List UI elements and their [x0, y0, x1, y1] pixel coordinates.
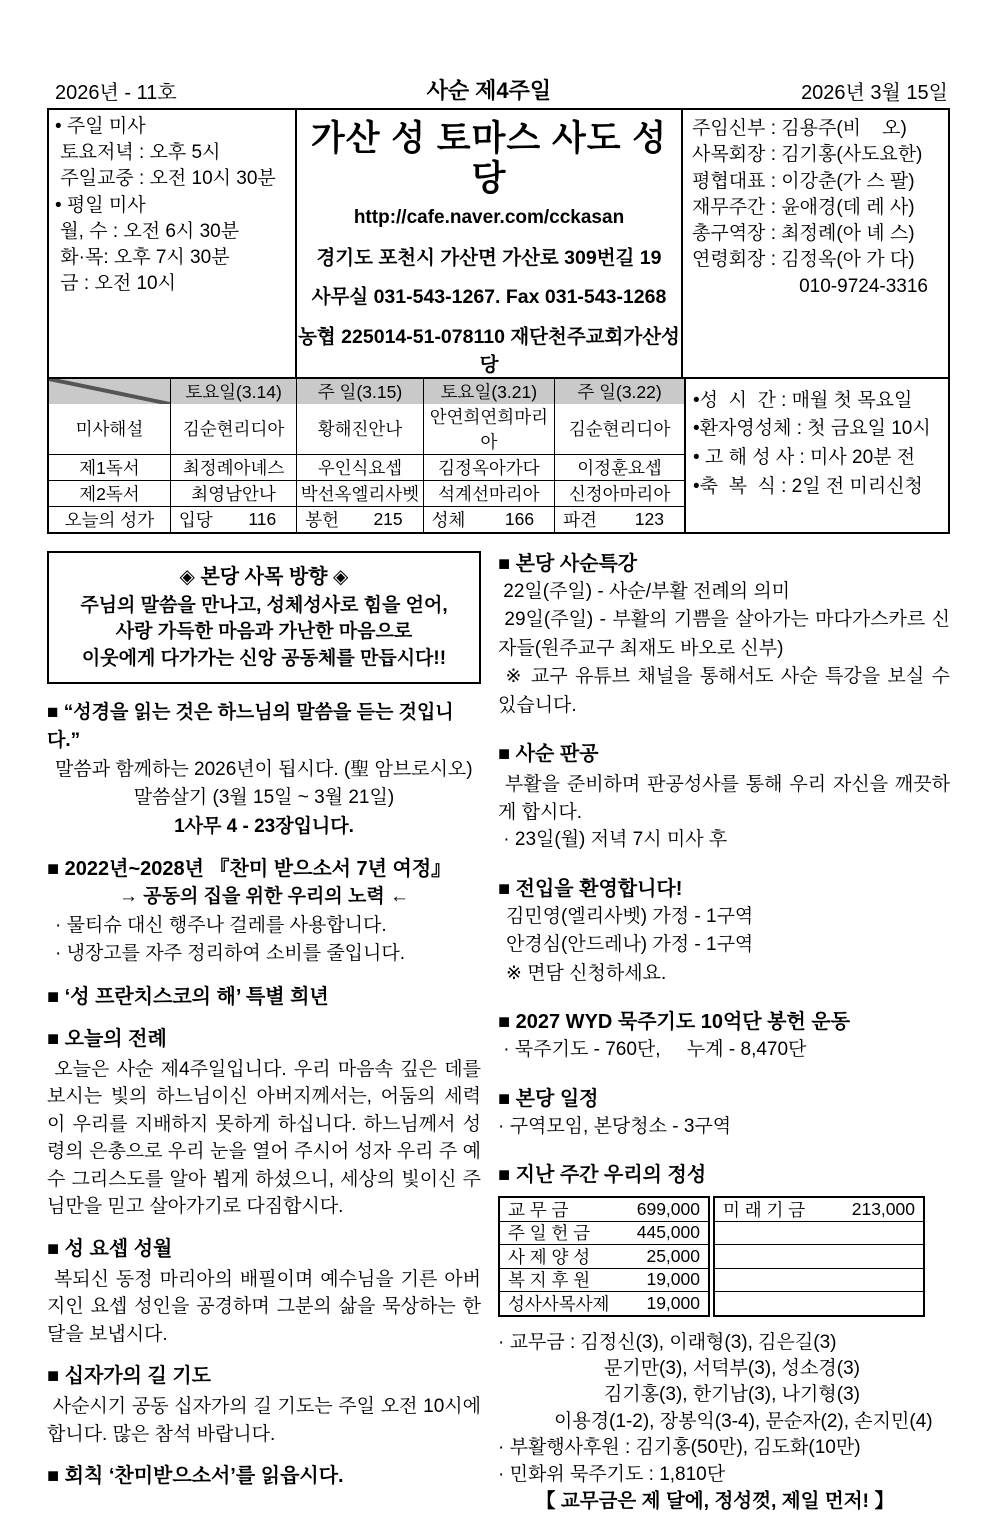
hymn-cell — [555, 506, 684, 532]
schedule-row-label: 미사해설 — [49, 404, 170, 455]
staff-line: 총구역장 : 최정례(아 녜 스) — [692, 221, 942, 247]
offering-amount: 19,000 — [646, 1293, 700, 1314]
offerings-side-table — [713, 1196, 925, 1317]
section-offerings — [498, 1162, 950, 1514]
section-heading: ■ 본당 사순특강 — [498, 551, 950, 578]
offering-amount: 213,000 — [852, 1199, 915, 1220]
section-scripture — [47, 699, 481, 842]
mass-times-line: 주일교중 : 오전 10시 30분 — [55, 166, 293, 192]
detail-line: · 교무금 : 김정신(3), 이래형(3), 김은길(3) — [498, 1330, 950, 1356]
detail-line: 이용경(1-2), 장봉익(3-4), 문순자(2), 손지민(4) — [498, 1409, 950, 1435]
offerings-main-table — [498, 1196, 710, 1317]
offering-amount: 699,000 — [637, 1199, 700, 1220]
schedule-cell: 우인식요셉 — [297, 454, 423, 480]
content-columns — [47, 551, 950, 1514]
offering-label: 미 래 기 금 — [723, 1197, 805, 1222]
offering-amount: 19,000 — [646, 1269, 700, 1290]
hymn-row-label: 오늘의 성가 — [49, 506, 170, 532]
offerings-footer: 【 교무금은 제 달에, 정성껏, 제일 먼저! 】 — [498, 1488, 950, 1514]
hymn-number: 123 — [635, 509, 664, 530]
schedule-col-header: 토요일(3.14) — [170, 379, 296, 404]
section-way-of-cross — [47, 1363, 481, 1448]
offering-label: 복 지 후 원 — [508, 1267, 590, 1292]
mass-times-line: • 평일 미사 — [55, 193, 293, 219]
table-row — [49, 454, 684, 480]
section-st-joseph — [47, 1236, 481, 1349]
masthead-bottom — [49, 377, 948, 532]
table-row — [500, 1291, 708, 1315]
table-row — [715, 1291, 923, 1315]
section-body: 사순시기 공동 십자가의 길 기도는 주일 오전 10시에 합니다. 많은 참석 바랍니다. — [47, 1393, 481, 1448]
list-item: · 묵주기도 - 760단, 누계 - 8,470단 — [498, 1036, 950, 1065]
motto-line: 사랑 가득한 마음과 가난한 마음으로 — [51, 619, 477, 646]
hymn-number: 116 — [248, 509, 276, 530]
section-heading: ■ 2022년~2028년 『찬미 받으소서 7년 여정』 — [47, 856, 481, 883]
section-line: 말씀과 함께하는 2026년이 됩시다. (聖 암브로시오) — [47, 756, 481, 785]
church-address: 경기도 포천시 가산면 가산로 309번길 19 — [297, 242, 681, 270]
section-note: ※ 교구 유튜브 채널을 통해서도 사순 특강을 보실 수 있습니다. — [498, 663, 950, 720]
section-body: 오늘은 사순 제4주일입니다. 우리 마음속 깊은 데를 보시는 빛의 하느님이신 아버지께서는, 어둠의 세력이 우리를 지배하지 못하게 하십니다. 하느님께서 성령의 은총으로 우리 눈을 열어 주시어 성자 우리 주 예수 그리스도를 알아 뵙게 하셨으니, 세상의 빛이신 주님만을 믿고 살아가기로 다짐합시다. — [47, 1056, 481, 1221]
staff-line: 사목회장 : 김기홍(사도요한) — [692, 142, 942, 168]
section-body: 복되신 동정 마리아의 배필이며 예수님을 기른 아버지인 요셉 성인을 공경하며 그분의 삶을 묵상하는 한 달을 보냅시다. — [47, 1266, 481, 1349]
schedule-cell: 황해진안나 — [297, 404, 423, 455]
section-heading: ■ ‘성 프란치스코의 해’ 특별 희년 — [47, 984, 481, 1011]
mass-times-line: 화·목: 오후 7시 30분 — [55, 245, 293, 271]
staff-phone: 010-9724-3316 — [692, 274, 942, 300]
section-laudato-si — [47, 856, 481, 969]
staff-line: 재무주간 : 윤애경(데 레 사) — [692, 195, 942, 221]
church-name: 가산 성 토마스 사도 성당 — [297, 119, 681, 200]
schedule-cell: 석계선마리아 — [423, 480, 554, 506]
list-item: · 23일(월) 저녁 7시 미사 후 — [498, 826, 950, 855]
section-parish-calendar — [498, 1086, 950, 1142]
section-lent-lecture — [498, 551, 950, 721]
mass-times-line: 월, 수 : 오전 6시 30분 — [55, 219, 293, 245]
table-row — [715, 1198, 923, 1221]
table-row — [715, 1221, 923, 1245]
motto-line: 이웃에게 다가가는 신앙 공동체를 만듭시다!! — [51, 646, 477, 673]
table-row — [49, 506, 684, 532]
section-heading: ■ 전입을 환영합니다! — [498, 876, 950, 903]
section-todays-liturgy — [47, 1026, 481, 1221]
hymn-part: 봉헌 — [305, 507, 339, 532]
table-row — [49, 404, 684, 455]
hymn-part: 성체 — [432, 507, 466, 532]
offerings-tables — [498, 1196, 950, 1317]
detail-line: · 민화위 묵주기도 : 1,810단 — [498, 1462, 950, 1488]
schedule-cell: 안연희연희마리아 — [423, 404, 554, 455]
schedule-col-header: 주 일(3.22) — [555, 379, 684, 404]
masthead-top — [49, 110, 948, 377]
church-bank-account: 농협 225014-51-078110 재단천주교회가산성당 — [297, 321, 681, 377]
schedule-cell: 김순현리디아 — [170, 404, 296, 455]
offering-amount: 25,000 — [646, 1246, 700, 1267]
section-heading: ■ 지난 주간 우리의 정성 — [498, 1162, 950, 1189]
left-column — [47, 551, 481, 1514]
list-item: 안경심(안드레나) 가정 - 1구역 — [498, 931, 950, 960]
section-heading: ■ 2027 WYD 묵주기도 10억단 봉헌 운동 — [498, 1009, 950, 1036]
schedule-cell: 박선옥엘리사벳 — [297, 480, 423, 506]
section-body: 부활을 준비하며 판공성사를 통해 우리 자신을 깨끗하게 합시다. — [498, 771, 950, 826]
pastoral-motto-box — [47, 551, 481, 684]
section-heading: ■ 본당 일정 — [498, 1086, 950, 1113]
offering-label: 주 일 헌 금 — [508, 1220, 590, 1245]
table-row — [500, 1221, 708, 1245]
section-lent-confession — [498, 741, 950, 855]
section-encyclical — [47, 1463, 481, 1490]
hymn-number: 166 — [505, 509, 534, 530]
detail-line: 문기만(3), 서덕부(3), 성소경(3) — [498, 1356, 950, 1382]
table-row — [715, 1268, 923, 1292]
page-title: 사순 제4주일 — [427, 74, 552, 105]
section-heading: ■ 성 요셉 성월 — [47, 1236, 481, 1263]
section-heading: ■ “성경을 읽는 것은 하느님의 말씀을 듣는 것입니다.” — [47, 699, 481, 756]
schedule-cell: 최영남안나 — [170, 480, 296, 506]
offering-label: 교 무 금 — [508, 1197, 568, 1222]
table-row — [500, 1268, 708, 1292]
ministers-schedule-cell — [49, 379, 686, 532]
masthead — [47, 108, 950, 534]
section-line: 1사무 4 - 23장입니다. — [47, 813, 481, 842]
schedule-cell: 김순현리디아 — [555, 404, 684, 455]
section-francis-year — [47, 984, 481, 1011]
church-phone-fax: 사무실 031-543-1267. Fax 031-543-1268 — [297, 281, 681, 309]
hymn-number: 215 — [373, 509, 402, 530]
ministers-schedule-table — [49, 379, 684, 532]
table-row — [49, 480, 684, 506]
motto-line: 주님의 말씀을 만나고, 성체성사로 힘을 얻어, — [51, 593, 477, 620]
mass-times-line: 금 : 오전 10시 — [55, 271, 293, 297]
section-heading: ■ 사순 판공 — [498, 741, 950, 768]
offering-label: 성사사목사제 — [508, 1291, 609, 1316]
section-heading: ■ 오늘의 전례 — [47, 1026, 481, 1053]
schedule-row-label: 제1독서 — [49, 454, 170, 480]
hymn-cell — [297, 506, 423, 532]
list-item: · 냉장고를 자주 정리하여 소비를 줄입니다. — [47, 940, 481, 969]
table-row — [500, 1198, 708, 1221]
staff-cell — [683, 110, 948, 377]
schedule-corner-cell — [49, 379, 170, 404]
church-website: http://cafe.naver.com/cckasan — [297, 207, 681, 229]
hymn-cell — [170, 506, 296, 532]
hymn-part: 파견 — [563, 507, 597, 532]
section-subheading: → 공동의 집을 위한 우리의 노력 ← — [47, 883, 481, 912]
schedule-cell: 김정옥아가다 — [423, 454, 554, 480]
mass-times-line: 토요저녁 : 오후 5시 — [55, 140, 293, 166]
list-item: · 구역모임, 본당청소 - 3구역 — [498, 1113, 950, 1142]
notice-line: • 고 해 성 사 : 미사 20분 전 — [693, 444, 946, 473]
list-item: · 물티슈 대신 행주나 걸레를 사용합니다. — [47, 912, 481, 941]
page-header — [47, 74, 950, 108]
list-item: 김민영(엘리사벳) 가정 - 1구역 — [498, 903, 950, 932]
issue-date: 2026년 3월 15일 — [801, 76, 948, 105]
notice-line: •축 복 식 : 2일 전 미리신청 — [693, 473, 946, 502]
hymn-cell — [423, 506, 554, 532]
list-item: 29일(주일) - 부활의 기쁨을 살아가는 마다가스카르 신자들(원주교구 최재도 바오로 신부) — [498, 606, 950, 663]
sacrament-notices-cell — [686, 379, 948, 532]
schedule-col-header: 토요일(3.21) — [423, 379, 554, 404]
notice-line: •환자영성체 : 첫 금요일 10시 — [693, 415, 946, 444]
detail-line: 김기홍(3), 한기남(3), 나기형(3) — [498, 1382, 950, 1408]
table-row — [500, 1244, 708, 1268]
offering-label: 사 제 양 성 — [508, 1244, 590, 1269]
section-heading: ■ 회칙 ‘찬미받으소서’를 읽읍시다. — [47, 1463, 481, 1490]
staff-line: 연령회장 : 김정옥(아 가 다) — [692, 247, 942, 273]
staff-line: 평협대표 : 이강춘(가 스 팔) — [692, 169, 942, 195]
list-item: 22일(주일) - 사순/부활 전례의 의미 — [498, 578, 950, 607]
table-row — [715, 1244, 923, 1268]
section-heading: ■ 십자가의 길 기도 — [47, 1363, 481, 1390]
section-line: 말씀살기 (3월 15일 ~ 3월 21일) — [47, 784, 481, 813]
section-note: ※ 면담 신청하세요. — [498, 960, 950, 989]
motto-title: ◈ 본당 사목 방향 ◈ — [51, 560, 477, 589]
section-wyd-rosary — [498, 1009, 950, 1065]
notice-line: •성 시 간 : 매월 첫 목요일 — [693, 387, 946, 416]
offering-amount: 445,000 — [637, 1222, 700, 1243]
schedule-row-label: 제2독서 — [49, 480, 170, 506]
staff-line: 주임신부 : 김용주(비 오) — [692, 116, 942, 142]
right-column — [498, 551, 950, 1514]
mass-times-cell — [49, 110, 297, 377]
issue-number: 2026년 - 11호 — [55, 76, 177, 105]
schedule-cell: 신정아마리아 — [555, 480, 684, 506]
detail-line: · 부활행사후원 : 김기홍(50만), 김도화(10만) — [498, 1435, 950, 1461]
section-welcome — [498, 876, 950, 989]
schedule-cell: 이정훈요셉 — [555, 454, 684, 480]
schedule-col-header: 주 일(3.15) — [297, 379, 423, 404]
hymn-part: 입당 — [179, 507, 213, 532]
offerings-details — [498, 1330, 950, 1514]
schedule-cell: 최정례아녜스 — [170, 454, 296, 480]
mass-times-line: • 주일 미사 — [55, 114, 293, 140]
diagonal-line — [49, 379, 170, 404]
church-info-cell — [297, 110, 683, 377]
